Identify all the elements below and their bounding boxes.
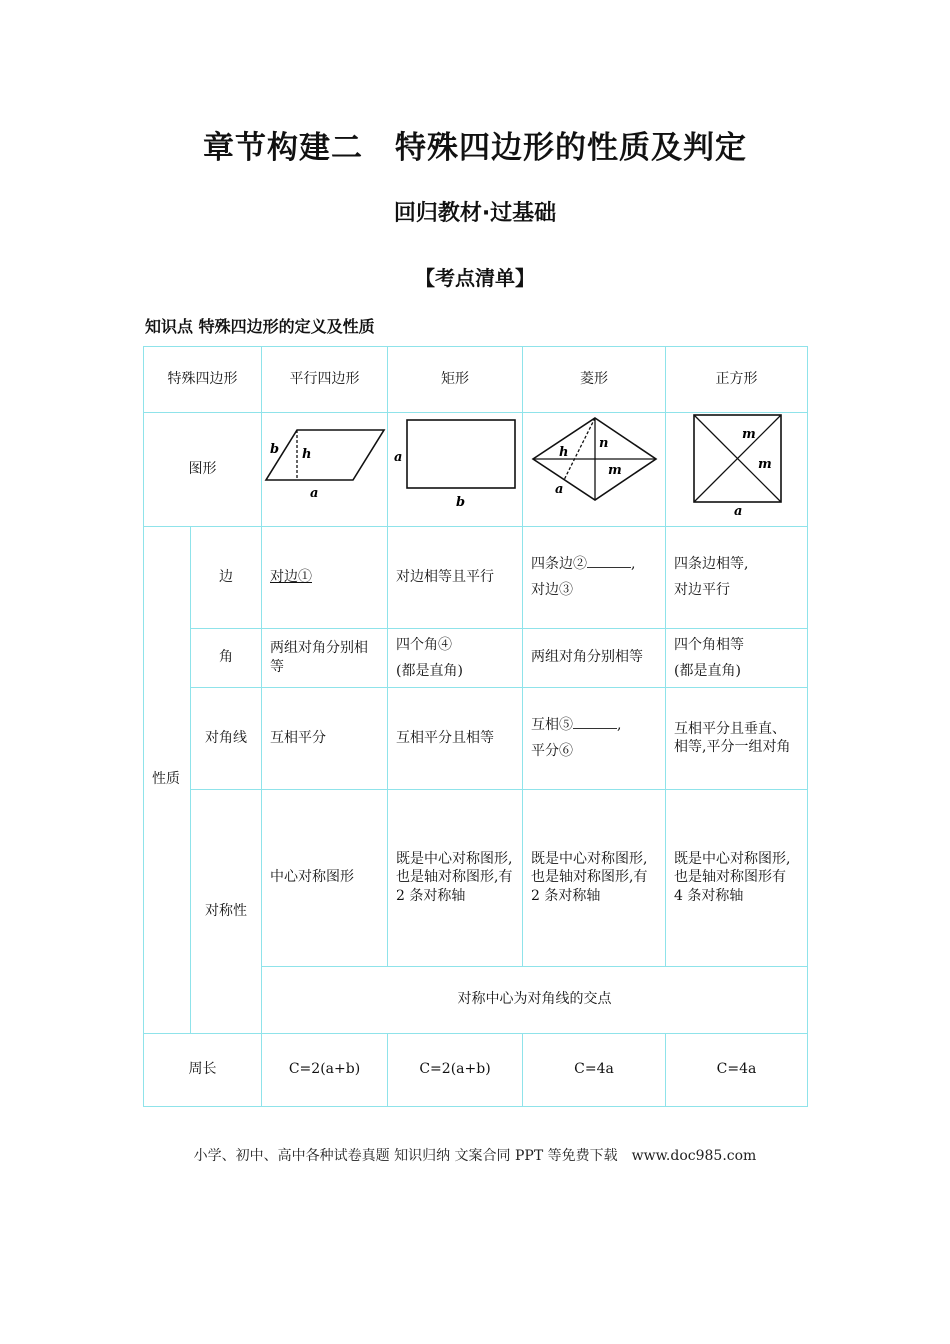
rhombus-figure-cell: [523, 413, 666, 527]
cell: 互相平分: [262, 687, 388, 789]
row-label: 周长: [144, 1033, 262, 1106]
header-cell: 特殊四边形: [144, 347, 262, 413]
cell: [666, 628, 808, 687]
label-a: a: [310, 486, 319, 501]
label-m: m: [758, 457, 772, 472]
rhombus-figure: [523, 413, 666, 520]
label-h: h: [302, 447, 312, 462]
cell-line: (都是直角): [396, 662, 463, 679]
cell: 两组对角分别相等: [262, 628, 388, 687]
row-label: 对角线: [191, 687, 262, 789]
figure-label: 图形: [144, 413, 262, 527]
cell-line: 四个角④: [396, 636, 452, 653]
cell: 既是中心对称图形,也是轴对称图形有 4 条对称轴: [666, 789, 808, 966]
cell-line: 四条边② ,: [531, 551, 657, 577]
cell-line: 对边平行: [674, 582, 730, 599]
label-h: h: [559, 445, 569, 460]
label-n: n: [599, 436, 609, 451]
label-b: b: [270, 442, 280, 457]
cell: 两组对角分别相等: [523, 628, 666, 687]
cell: [523, 526, 666, 628]
footer-text: 小学、初中、高中各种试卷真题 知识归纳 文案合同 PPT 等免费下载 www.doc985.com: [193, 1148, 757, 1164]
cell-text: 对边①: [270, 568, 312, 585]
header-cell: 正方形: [666, 347, 808, 413]
figure-row: [144, 413, 808, 527]
header-cell: 矩形: [388, 347, 523, 413]
table-row-diagonal: [144, 687, 808, 789]
table-row-angle: [144, 628, 808, 687]
row-label: 边: [191, 526, 262, 628]
table-row-side: [144, 526, 808, 628]
parallelogram-figure-cell: [262, 413, 388, 527]
cell: C=2(a+b): [388, 1033, 523, 1106]
parallelogram-figure: [262, 413, 388, 520]
row-label: 角: [191, 628, 262, 687]
property-label: 性质: [144, 526, 191, 1033]
cell: [523, 687, 666, 789]
cell: 既是中心对称图形,也是轴对称图形,有 2 条对称轴: [388, 789, 523, 966]
cell: C=2(a+b): [262, 1033, 388, 1106]
table-row-symmetry: [144, 789, 808, 966]
cell-line: 平分⑥: [531, 743, 573, 760]
rectangle-figure-cell: [388, 413, 523, 527]
cell-line: 对边③: [531, 582, 573, 599]
label-b: b: [456, 495, 466, 510]
cell: 互相平分且相等: [388, 687, 523, 789]
cell: 既是中心对称图形,也是轴对称图形,有 2 条对称轴: [523, 789, 666, 966]
header-cell: 平行四边形: [262, 347, 388, 413]
quadrilateral-properties-table: [143, 346, 808, 1107]
header-cell: 菱形: [523, 347, 666, 413]
cell: 中心对称图形: [262, 789, 388, 966]
cell: [666, 526, 808, 628]
knowledge-point-heading: 知识点 特殊四边形的定义及性质: [145, 317, 375, 336]
square-figure: [666, 413, 808, 520]
label-m: m: [742, 427, 756, 442]
table-header-row: [144, 347, 808, 413]
label-a: a: [394, 450, 403, 465]
rectangle-figure: [388, 413, 523, 520]
cell-line: 四个角相等: [674, 636, 744, 653]
table-row-perimeter: [144, 1033, 808, 1106]
cell: C=4a: [523, 1033, 666, 1106]
cell: 对称中心为对角线的交点: [262, 966, 808, 1033]
cell-line: (都是直角): [674, 662, 741, 679]
row-label: 对称性: [191, 789, 262, 1033]
cell-line: 四条边相等,: [674, 556, 749, 573]
page-subtitle: 回归教材·过基础: [393, 201, 557, 226]
cell-line: 互相⑤ ,: [531, 712, 657, 738]
cell: 互相平分且垂直、相等,平分一组对角: [666, 687, 808, 789]
label-a: a: [734, 504, 743, 519]
label-m: m: [608, 463, 622, 478]
square-figure-cell: [666, 413, 808, 527]
page-title: 章节构建二 特殊四边形的性质及判定: [203, 130, 747, 166]
cell: C=4a: [666, 1033, 808, 1106]
label-a: a: [555, 482, 564, 497]
cell: [262, 526, 388, 628]
cell: 对边相等且平行: [388, 526, 523, 628]
cell: [388, 628, 523, 687]
section-heading: 【考点清单】: [415, 266, 535, 290]
